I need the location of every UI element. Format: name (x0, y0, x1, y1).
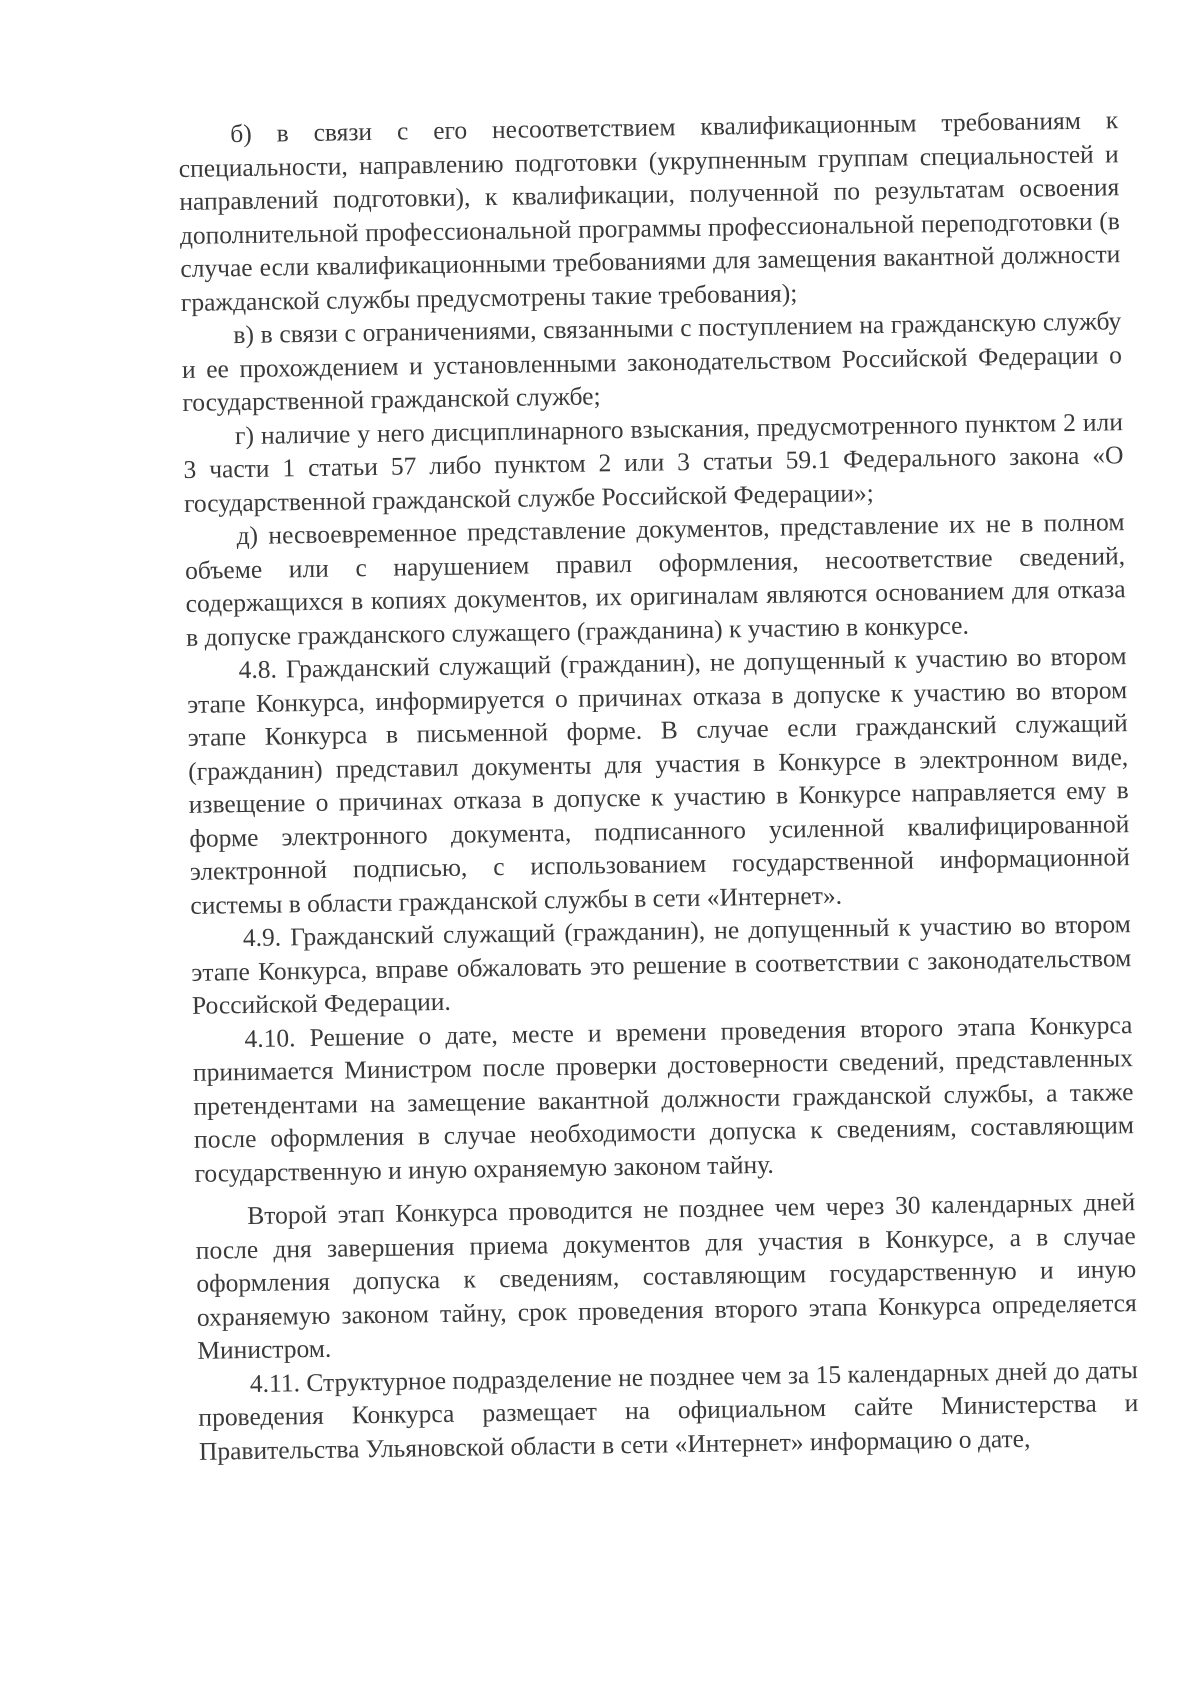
paragraph-second-stage: Второй этап Конкурса проводится не позднее чем через 30 календарных дней после дня завершения приема документов для участия в Конкурсе, а в случае оформления допуска к сведениям, составляющим государственную и иную охраняемую законом тайну, срок проведения второго этапа Конкурса определяется Министром. (195, 1187, 1137, 1365)
paragraph-4-11: 4.11. Структурное подразделение не позднее чем за 15 календарных дней до даты проведения Конкурса размещает на официальном сайте Министерства и Правительства Ульяновской области в сети «Интернет» информацию о дате, (198, 1354, 1139, 1466)
paragraph-4-10: 4.10. Решение о дате, месте и времени проведения второго этапа Конкурса принимается Министром после проверки достоверности сведений, представленных претендентами на замещение вакантной должности гражданской службы, а также после оформления в случае необходимости допуска к сведениям, составляющим государственную и иную охраняемую законом тайну. (192, 1009, 1135, 1188)
document-page (178, 103, 1139, 1468)
paragraph-item-d: д) несвоевременное представление документов, представление их не в полном объеме или с нарушением правил оформления, несоответствие сведений, содержащихся в копиях документов, их оригиналам являются основанием для отказа в допуске гражданского служащего (гражданина) к участию в конкурсе. (184, 507, 1126, 652)
paragraph-item-g: г) наличие у него дисциплинарного взыскания, предусмотренного пунктом 2 или 3 части 1 статьи 57 либо пунктом 2 или 3 статьи 59.1 Федерального закона «О государственной гражданской службе Российской Федерации»; (183, 406, 1124, 518)
paragraph-4-8: 4.8. Гражданский служащий (гражданин), не допущенный к участию во втором этапе Конкурса, информируется о причинах отказа в допуске к участию во втором этапе Конкурса в письменной форме. В случае если гражданский служащий (гражданин) представил документы для участия в Конкурсе в электронном виде, извещение о причинах отказа в допуске к участию в Конкурсе направляется ему в форме электронного документа, подписанного усиленной квалифицированной электронной подписью, с использованием государственной информационной системы в области гражданской службы в сети «Интернет». (186, 641, 1130, 920)
paragraph-item-v: в) в связи с ограничениями, связанными с поступлением на гражданскую службу и ее прохождением и установленными законодательством Российской Федерации о государственной гражданской службе; (181, 306, 1123, 417)
paragraph-4-9: 4.9. Гражданский служащий (гражданин), не допущенный к участию во втором этапе Конкурса, вправе обжаловать это решение в соответствии с законодательством Российской Федерации. (191, 909, 1132, 1020)
paragraph-item-b: б) в связи с его несоответствием квалификационным требованиям к специальности, направлению подготовки (укрупненным группам специальностей и направлений подготовки), к квалификации, полученной по результатам освоения дополнительной профессиональной программы профессиональной переподготовки (в случае если квалификационными требованиями для замещения вакантной должности гражданской службы предусмотрены такие требования); (178, 105, 1121, 317)
